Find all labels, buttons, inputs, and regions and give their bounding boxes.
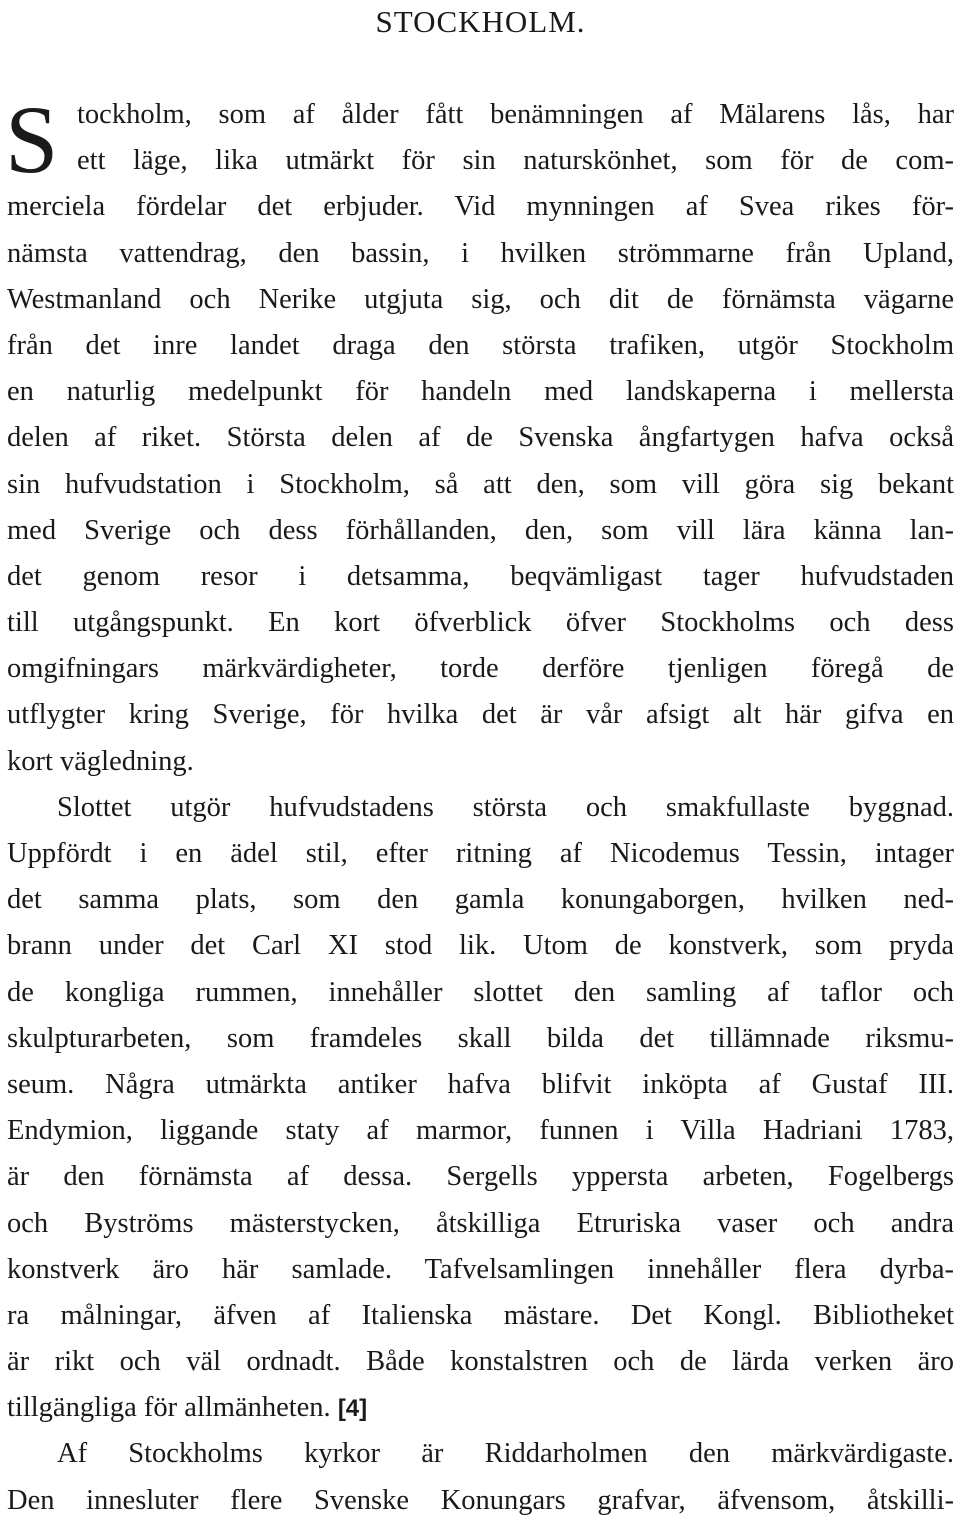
text-line: är den förnämsta af dessa. Sergells yppersta arbeten, Fogelbergs	[7, 1161, 954, 1193]
body-text	[5, 86, 954, 1524]
text-line: tillgängliga för allmänheten.	[7, 1392, 331, 1424]
text-line: de kongliga rummen, innehåller slottet den samling af taflor och	[7, 976, 954, 1008]
text-line: en naturlig medelpunkt för handeln med landskaperna i mellersta	[7, 376, 954, 408]
text-line: kort vägledning.	[7, 745, 194, 777]
text-line: tockholm, som af ålder fått benämningen af Mälarens lås, har	[77, 99, 954, 130]
text-line: och Byströms mästerstycken, åtskilliga Etruriska vaser och andra	[7, 1207, 954, 1239]
drop-cap: S	[5, 86, 59, 193]
text-line: brann under det Carl XI stod lik. Utom de konstverk, som pryda	[7, 930, 954, 962]
text-line: delen af riket. Största delen af de Svenska ångfartygen hafva också	[7, 422, 954, 454]
text-line: ra målningar, äfven af Italienska mästare. Det Kongl. Bibliotheket	[7, 1299, 954, 1331]
page-title: STOCKHOLM.	[375, 4, 586, 39]
text-line: merciela fördelar det erbjuder. Vid mynningen af Svea rikes för-	[7, 191, 954, 223]
text-line: nämsta vattendrag, den bassin, i hvilken strömmarne från Upland,	[7, 237, 954, 269]
text-line: med Sverige och dess förhållanden, den, som vill lära känna lan-	[7, 514, 954, 546]
text-line: omgifningars märkvärdigheter, torde derföre tjenligen föregå de	[7, 653, 954, 685]
text-line: ett läge, lika utmärkt för sin naturskönhet, som för de com-	[77, 145, 954, 177]
text-line: utflygter kring Sverige, för hvilka det är vår afsigt alt här gifva en	[7, 699, 954, 731]
text-line: Af Stockholms kyrkor är Riddarholmen den märkvärdigaste.	[57, 1438, 954, 1470]
text-line: är rikt och väl ordnadt. Både konstalstren och de lärda verken äro	[7, 1346, 954, 1378]
opening-paragraph-start	[5, 86, 954, 193]
text-line: det genom resor i detsamma, beqvämligast tager hufvudstaden	[7, 560, 954, 592]
text-line-with-page-marker	[7, 1385, 954, 1431]
page-marker: [4]	[337, 1395, 368, 1423]
text-line: Uppfördt i en ädel stil, efter ritning af Nicodemus Tessin, intager	[7, 838, 954, 869]
text-line: Westmanland och Nerike utgjuta sig, och dit de förnämsta vägarne	[7, 283, 954, 315]
text-line: skulpturarbeten, som framdeles skall bilda det tillämnade riksmu-	[7, 1022, 954, 1054]
text-line: det samma plats, som den gamla konungaborgen, hvilken ned-	[7, 884, 954, 916]
text-line: Slottet utgör hufvudstadens största och smakfullaste byggnad.	[57, 791, 954, 823]
text-line: konstverk äro här samlade. Tafvelsamlingen innehåller flera dyrba-	[7, 1253, 954, 1285]
text-line: Endymion, liggande staty af marmor, funnen i Villa Hadriani 1783,	[7, 1115, 954, 1147]
text-line: sin hufvudstation i Stockholm, så att den, som vill göra sig bekant	[7, 468, 954, 500]
text-line: Den innesluter flere Svenske Konungars grafvar, äfvensom, åtskilli-	[7, 1484, 954, 1516]
text-line: till utgångspunkt. En kort öfverblick öfver Stockholms och dess	[7, 607, 954, 639]
text-line: från det inre landet draga den största trafiken, utgör Stockholm	[7, 329, 954, 361]
text-line: seum. Några utmärkta antiker hafva blifvit inköpta af Gustaf III.	[7, 1068, 954, 1100]
